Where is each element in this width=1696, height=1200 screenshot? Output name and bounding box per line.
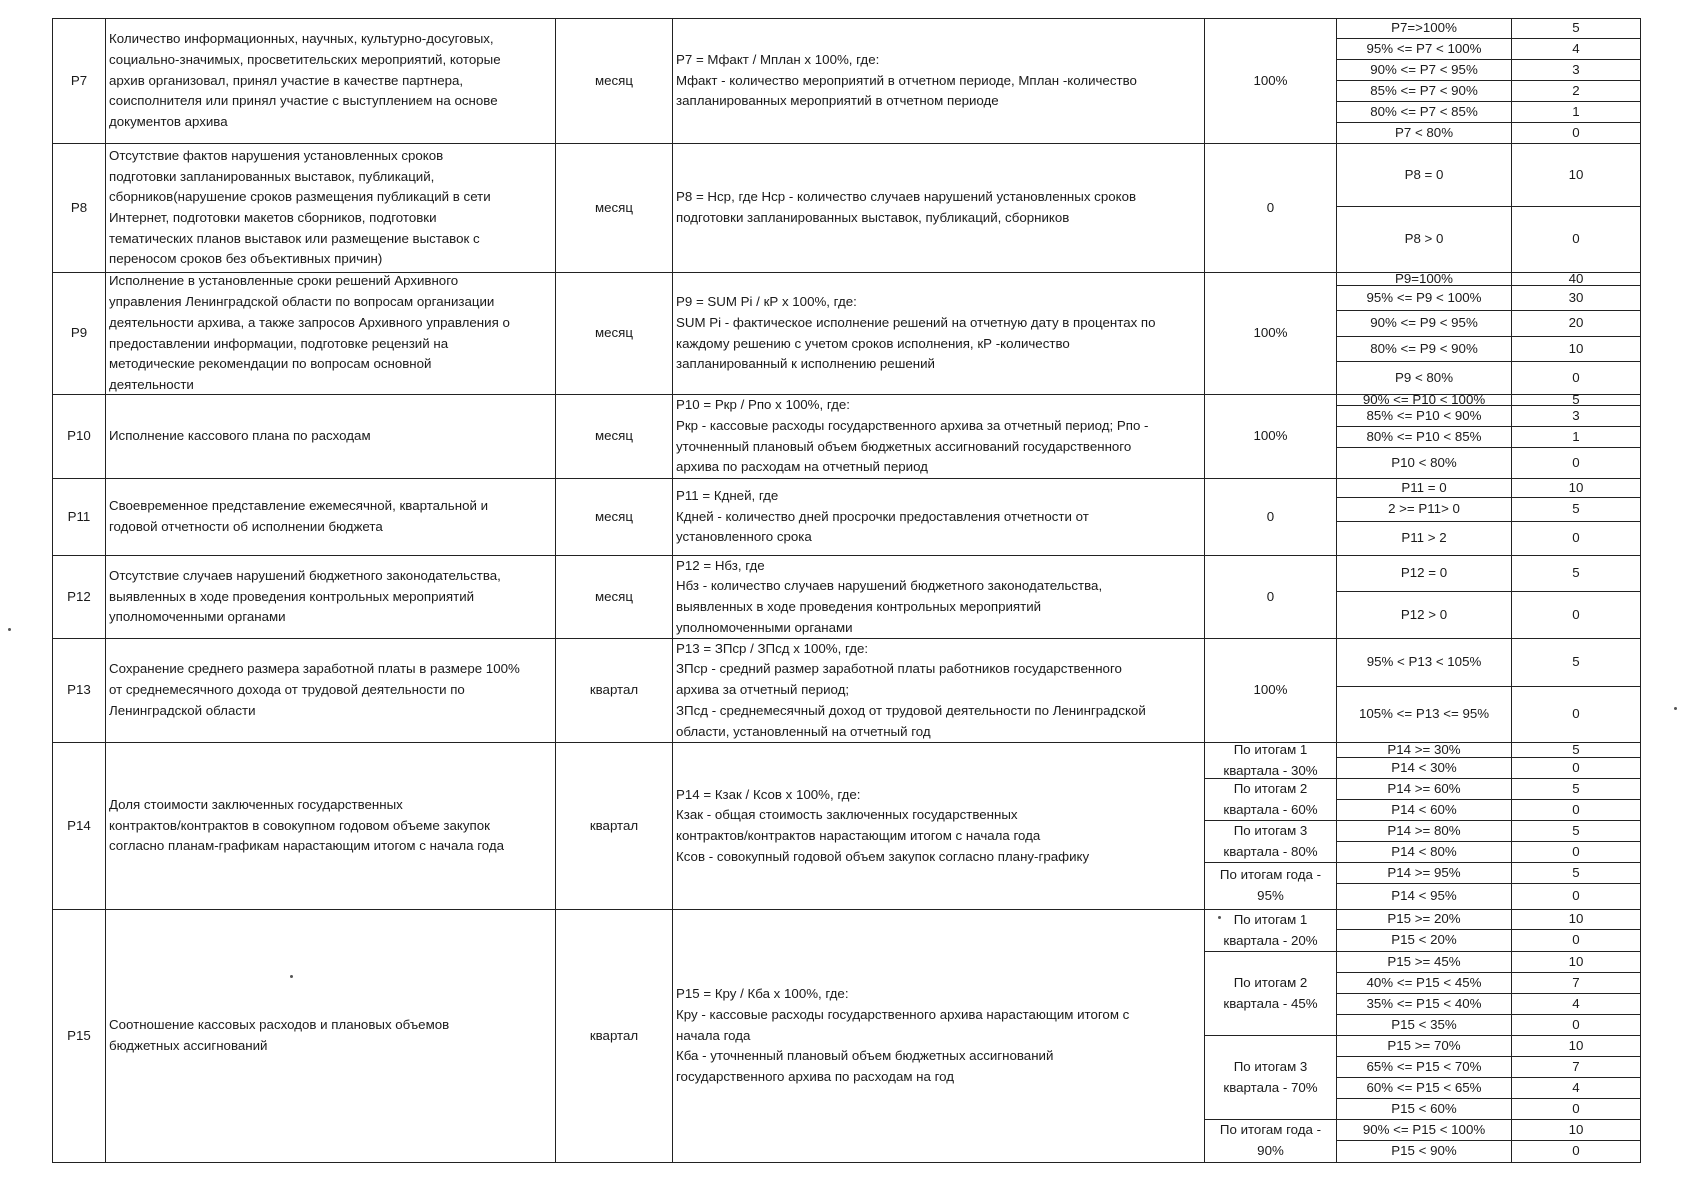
row-score-text: 10 <box>1568 166 1584 182</box>
row-criterion-text: 95% <= P9 < 100% <box>1366 289 1482 305</box>
row-score-text: 7 <box>1572 974 1580 990</box>
row-criterion <box>1336 555 1512 592</box>
row-score-text: 0 <box>1572 932 1580 948</box>
row-criterion-text: 80% <= P10 < 85% <box>1366 428 1482 444</box>
row-score <box>1511 1056 1641 1078</box>
row-score <box>1511 1098 1641 1120</box>
row-score <box>1511 1119 1641 1141</box>
row-criterion-text: 2 >= P11> 0 <box>1388 501 1460 517</box>
row-target-period-text: По итогам 2 квартала - 45% <box>1223 974 1318 1011</box>
row-target-period-text: По итогам 1 квартала - 20% <box>1223 911 1318 948</box>
row-name <box>105 394 556 479</box>
row-criterion <box>1336 521 1512 556</box>
row-criterion <box>1336 426 1512 448</box>
row-criterion <box>1336 336 1512 362</box>
row-target-period <box>1204 951 1337 1036</box>
row-criterion <box>1336 929 1512 952</box>
row-code-text: P9 <box>70 325 88 341</box>
row-score-text: 0 <box>1572 231 1580 247</box>
row-criterion-text: P14 >= 60% <box>1387 780 1461 796</box>
row-target-period <box>1204 820 1337 863</box>
row-criterion <box>1336 1140 1512 1163</box>
row-target-period-text: По итогам года - 95% <box>1219 867 1322 903</box>
row-criterion-text: P7 < 80% <box>1394 124 1454 140</box>
row-formula-text: P9 = SUM Pi / кР х 100%, где: SUM Pi - фактическое исполнение решений на отчетную дату в процентах по каждому решению с учетом сроков исполнения, кР -количество запланированный к исполнению решений <box>676 294 1156 372</box>
row-score <box>1511 521 1641 556</box>
row-name <box>105 272 556 395</box>
row-formula-text: P11 = Кдней, где Кдней - количество дней просрочки предоставления отчетности от установленного срока <box>676 487 1089 545</box>
row-criterion-text: P14 < 30% <box>1391 759 1457 775</box>
row-score-text: 5 <box>1572 780 1580 796</box>
row-criterion-text: 40% <= P15 < 45% <box>1366 974 1482 990</box>
row-period <box>555 394 673 479</box>
row-criterion <box>1336 951 1512 973</box>
row-score-text: 0 <box>1572 801 1580 817</box>
row-criterion <box>1336 993 1512 1015</box>
row-score <box>1511 591 1641 639</box>
row-criterion <box>1336 841 1512 863</box>
row-score-text: 5 <box>1572 501 1580 517</box>
row-code-text: P8 <box>70 199 88 215</box>
row-criterion-text: 65% <= P15 < 70% <box>1366 1058 1482 1074</box>
row-criterion <box>1336 638 1512 687</box>
row-name-text: Отсутствие случаев нарушений бюджетного законодательства, выявленных в ходе проведения контрольных мероприятий уполномоченными органами <box>109 567 501 625</box>
row-score <box>1511 285 1641 311</box>
row-score-text: 0 <box>1572 1143 1580 1159</box>
row-period <box>555 909 673 1163</box>
row-formula-text: P15 = Кру / Кба х 100%, где: Кру - кассовые расходы государственного архива нарастающим итогом с начала года Кба - уточненный плановый объем бюджетных ассигнований государственного архива по расходам на год <box>676 986 1130 1085</box>
row-score-text: 4 <box>1572 40 1580 56</box>
row-criterion-text: 80% <= P7 < 85% <box>1370 103 1478 119</box>
row-score-text: 4 <box>1572 995 1580 1011</box>
row-criterion <box>1336 206 1512 273</box>
row-target-text: 100% <box>1253 72 1288 88</box>
row-criterion-text: P14 >= 95% <box>1387 864 1461 880</box>
row-criterion <box>1336 686 1512 743</box>
row-period <box>555 18 673 144</box>
row-target <box>1204 394 1337 479</box>
row-name-text: Исполнение кассового плана по расходам <box>109 428 371 444</box>
row-criterion-text: P8 > 0 <box>1404 231 1444 247</box>
row-period-text: месяц <box>594 588 633 604</box>
row-code <box>52 394 106 479</box>
row-score-text: 10 <box>1568 340 1584 356</box>
row-criterion <box>1336 38 1512 60</box>
row-period <box>555 638 673 743</box>
row-target-text: 100% <box>1253 682 1288 698</box>
row-target <box>1204 143 1337 273</box>
row-period <box>555 742 673 910</box>
row-target-period <box>1204 778 1337 821</box>
row-score-text: 10 <box>1568 911 1584 927</box>
row-criterion-text: 90% <= P9 < 95% <box>1370 315 1478 331</box>
row-criterion <box>1336 862 1512 884</box>
row-criterion-text: P14 >= 30% <box>1387 742 1461 757</box>
row-criterion <box>1336 1119 1512 1141</box>
row-criterion <box>1336 478 1512 498</box>
row-score-text: 0 <box>1572 530 1580 546</box>
row-score-text: 3 <box>1572 407 1580 423</box>
row-criterion <box>1336 1098 1512 1120</box>
row-score <box>1511 993 1641 1015</box>
row-score <box>1511 555 1641 592</box>
row-period <box>555 555 673 639</box>
row-score-text: 0 <box>1572 454 1580 470</box>
row-target-period <box>1204 909 1337 952</box>
row-score-text: 3 <box>1572 61 1580 77</box>
row-target-period-text: По итогам 1 квартала - 30% <box>1223 742 1318 778</box>
row-period <box>555 272 673 395</box>
row-target-text: 100% <box>1253 325 1288 341</box>
row-formula-text: P8 = Нср, где Нср - количество случаев нарушений установленных сроков подготовки запланированных выставок, публикаций, сборников <box>676 189 1137 225</box>
row-score <box>1511 426 1641 448</box>
row-criterion <box>1336 1056 1512 1078</box>
row-criterion-text: 105% <= P13 <= 95% <box>1358 706 1490 722</box>
row-score-text: 20 <box>1568 315 1584 331</box>
row-score <box>1511 101 1641 123</box>
row-score-text: 0 <box>1572 1016 1580 1032</box>
row-period-text: месяц <box>594 508 633 524</box>
row-code <box>52 478 106 556</box>
row-target-text: 100% <box>1253 428 1288 444</box>
row-score-text: 10 <box>1568 953 1584 969</box>
row-period-text: квартал <box>589 682 639 698</box>
row-criterion-text: P7=>100% <box>1391 20 1457 36</box>
row-score-text: 1 <box>1572 103 1580 119</box>
row-period-text: месяц <box>594 72 633 88</box>
row-score-text: 5 <box>1572 654 1580 670</box>
row-criterion-text: 80% <= P9 < 90% <box>1370 340 1478 356</box>
row-criterion-text: 85% <= P7 < 90% <box>1370 82 1478 98</box>
row-criterion-text: P11 > 2 <box>1401 530 1447 546</box>
row-score <box>1511 909 1641 930</box>
row-score <box>1511 757 1641 779</box>
row-score <box>1511 310 1641 337</box>
row-criterion <box>1336 820 1512 842</box>
row-criterion-text: P15 < 60% <box>1391 1100 1457 1116</box>
row-score <box>1511 951 1641 973</box>
row-score-text: 2 <box>1572 82 1580 98</box>
row-criterion <box>1336 757 1512 779</box>
row-criterion-text: P10 < 80% <box>1391 454 1457 470</box>
row-formula-text: P7 = Мфакт / Мплан х 100%, где: Мфакт - количество мероприятий в отчетном периоде, Мплан -количество запланированных мероприятий в отчетном периоде <box>676 51 1137 109</box>
row-formula-text: P14 = Кзак / Ксов х 100%, где: Кзак - общая стоимость заключенных государственных контрактов/контрактов нарастающим итогом с начала года Ксов - совокупный годовой объем закупок согласно плану-графику <box>676 786 1090 864</box>
row-criterion-text: 90% <= P10 < 100% <box>1362 394 1486 406</box>
row-criterion <box>1336 59 1512 81</box>
row-criterion <box>1336 310 1512 337</box>
row-criterion-text: P15 >= 45% <box>1387 953 1461 969</box>
row-criterion <box>1336 778 1512 800</box>
row-criterion-text: 85% <= P10 < 90% <box>1366 407 1482 423</box>
row-criterion-text: 35% <= P15 < 40% <box>1366 995 1482 1011</box>
row-score <box>1511 18 1641 39</box>
row-criterion <box>1336 972 1512 994</box>
row-score-text: 7 <box>1572 1058 1580 1074</box>
row-score <box>1511 638 1641 687</box>
row-criterion <box>1336 361 1512 395</box>
row-code-text: P14 <box>67 817 91 833</box>
row-name <box>105 18 556 144</box>
row-score-text: 10 <box>1568 1121 1584 1137</box>
row-name-text: Количество информационных, научных, культурно-досуговых, социально-значимых, просветительских мероприятий, которые архив организовал, принял участие в качестве партнера, соисполнителя или принял участие с выступлением на основе документов архива <box>109 31 501 130</box>
row-criterion-text: P15 >= 70% <box>1387 1037 1461 1053</box>
row-formula-text: P12 = Нбз, где Нбз - количество случаев нарушений бюджетного законодательства, выявленных в ходе проведения контрольных мероприятий уполномоченными органами <box>676 557 1103 635</box>
row-score-text: 5 <box>1572 822 1580 838</box>
row-code <box>52 742 106 910</box>
row-criterion <box>1336 591 1512 639</box>
row-name <box>105 478 556 556</box>
row-formula <box>672 143 1205 273</box>
row-target-period-text: По итогам 3 квартала - 70% <box>1223 1058 1318 1095</box>
row-target-text: 0 <box>1266 588 1275 604</box>
row-criterion-text: P8 = 0 <box>1404 166 1444 182</box>
row-score <box>1511 361 1641 395</box>
row-target <box>1204 272 1337 395</box>
row-score-text: 0 <box>1572 706 1580 722</box>
row-name-text: Исполнение в установленные сроки решений Архивного управления Ленинградской области по вопросам организации деятельности архива, а также запросов Архивного управления о предоставлении информации, подготовке рецензий на методические рекомендации по вопросам основной деятельности <box>109 273 510 392</box>
row-score-text: 1 <box>1572 428 1580 444</box>
row-criterion-text: P15 >= 20% <box>1387 911 1461 927</box>
row-score <box>1511 1014 1641 1036</box>
row-criterion-text: P14 < 95% <box>1391 888 1457 904</box>
row-score-text: 0 <box>1572 843 1580 859</box>
row-criterion-text: P9 < 80% <box>1394 369 1454 385</box>
row-score-text: 10 <box>1568 1037 1584 1053</box>
row-formula <box>672 909 1205 1163</box>
row-score <box>1511 497 1641 522</box>
row-score-text: 0 <box>1572 1100 1580 1116</box>
row-score <box>1511 206 1641 273</box>
row-score-text: 0 <box>1572 759 1580 775</box>
row-score-text: 5 <box>1572 565 1580 581</box>
row-criterion <box>1336 18 1512 39</box>
row-criterion-text: 95% <= P7 < 100% <box>1366 40 1482 56</box>
row-criterion-text: P14 < 80% <box>1391 843 1457 859</box>
row-criterion-text: P15 < 35% <box>1391 1016 1457 1032</box>
row-criterion-text: P12 > 0 <box>1400 606 1448 622</box>
row-formula-text: P13 = ЗПср / ЗПсд х 100%, где: ЗПср - средний размер заработной платы работников государственного архива за отчетный период; ЗПсд - среднемесячный доход от трудовой деятельности по Ленинградской области, установленный на отчетный год <box>676 640 1146 739</box>
row-target <box>1204 638 1337 743</box>
row-score <box>1511 972 1641 994</box>
row-score <box>1511 778 1641 800</box>
row-target-period <box>1204 742 1337 779</box>
row-criterion <box>1336 80 1512 102</box>
row-score <box>1511 1140 1641 1163</box>
row-name-text: Отсутствие фактов нарушения установленных сроков подготовки запланированных выставок, публикаций, сборников(нарушение сроков размещения публикаций в сети Интернет, подготовки макетов сборников, подготовки тематических планов выставок или размещение выставок с переносом сроков без объективных причин) <box>109 147 491 267</box>
row-formula <box>672 394 1205 479</box>
row-criterion-text: P14 >= 80% <box>1387 822 1461 838</box>
row-score <box>1511 799 1641 821</box>
row-name-text: Своевременное представление ежемесячной, квартальной и годовой отчетности об исполнении бюджета <box>109 498 489 534</box>
row-name <box>105 638 556 743</box>
row-target <box>1204 555 1337 639</box>
row-name <box>105 143 556 273</box>
row-target-period-text: По итогам 2 квартала - 60% <box>1223 780 1318 817</box>
row-code <box>52 18 106 144</box>
row-code <box>52 272 106 395</box>
row-code <box>52 909 106 1163</box>
row-score-text: 5 <box>1572 394 1580 406</box>
row-score <box>1511 38 1641 60</box>
row-formula <box>672 478 1205 556</box>
scan-speck <box>1218 916 1221 919</box>
row-score <box>1511 686 1641 743</box>
row-score <box>1511 478 1641 498</box>
row-criterion-text: P15 < 20% <box>1391 932 1457 948</box>
row-formula <box>672 555 1205 639</box>
row-target-text: 0 <box>1266 508 1275 524</box>
scan-speck <box>8 628 11 631</box>
row-criterion <box>1336 883 1512 910</box>
row-criterion <box>1336 1014 1512 1036</box>
row-score <box>1511 883 1641 910</box>
row-period-text: месяц <box>594 199 633 215</box>
row-criterion-text: 90% <= P15 < 100% <box>1362 1121 1486 1137</box>
row-code <box>52 555 106 639</box>
row-score-text: 5 <box>1572 20 1580 36</box>
row-score <box>1511 59 1641 81</box>
row-score-text: 0 <box>1572 606 1580 622</box>
row-formula-text: P10 = Ркр / Рпо х 100%, где: Ркр - кассовые расходы государственного архива за отчетный период; Рпо - уточненный плановый объем бюджетных ассигнований государственного архива по расходам на отчетный период <box>676 397 1149 475</box>
row-criterion <box>1336 1035 1512 1057</box>
row-target-period-text: По итогам 3 квартала - 80% <box>1223 822 1318 859</box>
row-score <box>1511 1077 1641 1099</box>
row-score <box>1511 742 1641 758</box>
row-score <box>1511 336 1641 362</box>
row-name <box>105 909 556 1163</box>
scan-speck <box>290 975 293 978</box>
row-period <box>555 143 673 273</box>
row-target-period-text: По итогам года - 90% <box>1219 1122 1322 1158</box>
row-period-text: квартал <box>589 817 639 833</box>
row-target-period <box>1204 1119 1337 1163</box>
row-score-text: 0 <box>1572 369 1580 385</box>
row-criterion-text: 95% < P13 < 105% <box>1366 654 1482 670</box>
row-score <box>1511 447 1641 479</box>
row-score <box>1511 841 1641 863</box>
row-score-text: 30 <box>1568 289 1584 305</box>
row-criterion <box>1336 742 1512 758</box>
row-criterion-text: P11 = 0 <box>1401 479 1447 495</box>
row-period <box>555 478 673 556</box>
row-target <box>1204 478 1337 556</box>
row-criterion <box>1336 101 1512 123</box>
row-score-text: 0 <box>1572 124 1580 140</box>
row-criterion-text: P14 < 60% <box>1391 801 1457 817</box>
row-criterion <box>1336 143 1512 207</box>
row-formula <box>672 18 1205 144</box>
row-period-text: месяц <box>594 325 633 341</box>
row-criterion <box>1336 909 1512 930</box>
row-code-text: P15 <box>67 1027 91 1043</box>
row-target-period <box>1204 1035 1337 1120</box>
row-name-text: Доля стоимости заключенных государственных контрактов/контрактов в совокупном годовом объеме закупок согласно планам-графикам нарастающим итогом с начала года <box>109 796 505 854</box>
row-code <box>52 143 106 273</box>
row-criterion-text: P12 = 0 <box>1400 565 1448 581</box>
row-name <box>105 555 556 639</box>
row-code <box>52 638 106 743</box>
row-criterion-text: P15 < 90% <box>1391 1143 1457 1159</box>
row-period-text: месяц <box>594 428 633 444</box>
row-score <box>1511 862 1641 884</box>
row-score <box>1511 80 1641 102</box>
row-formula <box>672 272 1205 395</box>
row-score-text: 5 <box>1572 864 1580 880</box>
row-code-text: P13 <box>67 682 91 698</box>
row-code-text: P10 <box>67 428 91 444</box>
row-criterion <box>1336 122 1512 144</box>
row-criterion <box>1336 405 1512 427</box>
row-name <box>105 742 556 910</box>
row-score <box>1511 122 1641 144</box>
row-score-text: 10 <box>1568 479 1584 495</box>
row-criterion <box>1336 497 1512 522</box>
row-score <box>1511 820 1641 842</box>
row-criterion <box>1336 799 1512 821</box>
row-code-text: P11 <box>67 508 91 524</box>
scan-speck <box>1674 707 1677 710</box>
row-score <box>1511 1035 1641 1057</box>
row-criterion-text: P9=100% <box>1394 272 1454 286</box>
row-criterion-text: 90% <= P7 < 95% <box>1370 61 1478 77</box>
row-target <box>1204 18 1337 144</box>
row-target-text: 0 <box>1266 199 1275 215</box>
row-score <box>1511 929 1641 952</box>
row-criterion <box>1336 285 1512 311</box>
row-formula <box>672 638 1205 743</box>
row-period-text: квартал <box>589 1027 639 1043</box>
row-name-text: Соотношение кассовых расходов и плановых объемов бюджетных ассигнований <box>109 1017 450 1053</box>
row-score <box>1511 405 1641 427</box>
row-criterion <box>1336 447 1512 479</box>
row-score <box>1511 272 1641 286</box>
row-code-text: P12 <box>67 588 91 604</box>
row-score-text: 0 <box>1572 888 1580 904</box>
row-target-period <box>1204 862 1337 910</box>
row-criterion-text: 60% <= P15 < 65% <box>1366 1079 1482 1095</box>
row-score <box>1511 143 1641 207</box>
row-formula <box>672 742 1205 910</box>
row-criterion <box>1336 272 1512 286</box>
row-score-text: 4 <box>1572 1079 1580 1095</box>
row-criterion <box>1336 1077 1512 1099</box>
row-name-text: Сохранение среднего размера заработной платы в размере 100% от среднемесячного дохода от трудовой деятельности по Ленинградской области <box>109 661 520 718</box>
row-score-text: 40 <box>1568 272 1584 286</box>
row-code-text: P7 <box>70 72 88 88</box>
row-score-text: 5 <box>1572 742 1580 757</box>
